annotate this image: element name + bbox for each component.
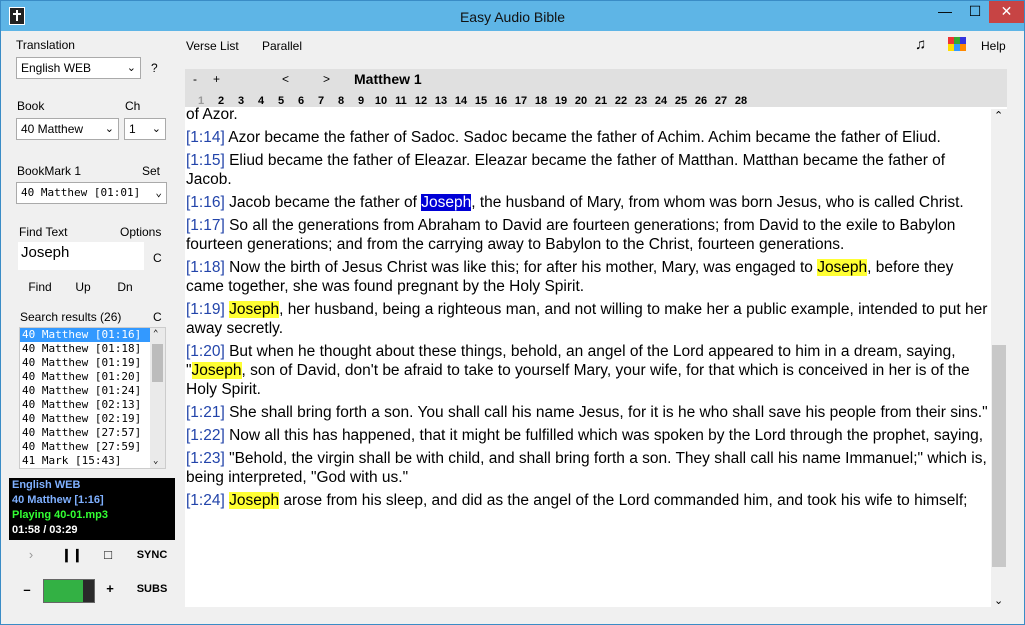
chapter-link[interactable]: 9	[357, 95, 365, 107]
scroll-up-icon[interactable]: ⌃	[994, 110, 1004, 122]
bookmark-set-button[interactable]: Set	[142, 164, 161, 178]
close-button[interactable]: ✕	[989, 1, 1024, 23]
verse-ref[interactable]: [1:18]	[186, 259, 225, 276]
chapter-link[interactable]: 4	[257, 95, 265, 107]
verse-text-segment: Eliud became the father of Eleazar. Eleazar became the father of Matthan. Matthan became the father of Jacob.	[186, 152, 946, 188]
chapter-link[interactable]: 6	[297, 95, 305, 107]
search-result-item[interactable]: 40 Matthew [01:24]	[22, 384, 142, 397]
chapter-link[interactable]: 14	[454, 95, 468, 107]
chapter-link[interactable]: 19	[554, 95, 568, 107]
chapter-link[interactable]: 26	[694, 95, 708, 107]
verse-ref[interactable]: [1:22]	[186, 427, 225, 444]
verse-text-segment: , son of David, don't be afraid to take to yourself Mary, your wife, for that which is conceived in her is of the Holy Spirit.	[186, 362, 970, 398]
verse-text-segment: of Azor.	[186, 106, 238, 123]
maximize-button[interactable]: ☐	[968, 3, 982, 19]
music-note-icon[interactable]: ♫	[915, 36, 927, 53]
search-highlight: Joseph	[229, 492, 280, 509]
book-chapter-title: Matthew 1	[354, 71, 422, 87]
chapter-link[interactable]: 16	[494, 95, 508, 107]
bookmark-value: 40 Matthew [01:01]	[21, 186, 141, 199]
search-result-item[interactable]: 40 Matthew [02:19]	[22, 412, 142, 425]
minimize-button[interactable]: —	[938, 3, 952, 19]
sync-button[interactable]: SYNC	[136, 549, 168, 561]
chevron-down-icon: ⌄	[155, 186, 162, 199]
verse[interactable]	[186, 491, 990, 510]
title-bar	[1, 1, 1024, 31]
verse-ref[interactable]: [1:16]	[186, 194, 225, 211]
search-result-item[interactable]: 40 Matthew [01:18]	[22, 342, 142, 355]
translation-value: English WEB	[21, 61, 92, 75]
subs-button[interactable]: SUBS	[136, 583, 168, 595]
chapter-value: 1	[129, 122, 136, 136]
volume-down-button[interactable]: –	[23, 582, 31, 597]
chapter-link[interactable]: 24	[654, 95, 668, 107]
stop-icon[interactable]: □	[104, 547, 112, 562]
chapter-link[interactable]: 23	[634, 95, 648, 107]
search-result-item[interactable]: 40 Matthew [02:13]	[22, 398, 142, 411]
verse-ref[interactable]: [1:21]	[186, 404, 225, 421]
chapter-link[interactable]: 21	[594, 95, 608, 107]
verse[interactable]	[186, 258, 990, 296]
chevron-down-icon: ⌄	[104, 123, 114, 135]
chapter-link[interactable]: 18	[534, 95, 548, 107]
translation-select[interactable]	[16, 57, 141, 79]
font-larger-button[interactable]: +	[213, 72, 221, 86]
chapter-link[interactable]: 12	[414, 95, 428, 107]
search-result-item[interactable]: 41 Mark [15:43]	[22, 454, 122, 467]
verse-text-segment: So all the generations from Abraham to David are fourteen generations; from David to the exile to Babylon fourteen generations; and from the carrying away to Babylon to the Christ, fourteen generations.	[186, 217, 956, 253]
bookmark-select[interactable]	[16, 182, 167, 204]
chapter-link[interactable]: 17	[514, 95, 528, 107]
volume-fill	[44, 580, 83, 602]
find-down-button[interactable]: Dn	[117, 280, 133, 294]
verse-text-segment: arose from his sleep, and did as the angel of the Lord commanded him, and took his wife to himself;	[279, 492, 968, 509]
find-up-button[interactable]: Up	[75, 280, 91, 294]
search-highlight: Joseph	[817, 259, 868, 276]
chapter-link[interactable]: 3	[237, 95, 245, 107]
verse[interactable]	[186, 426, 990, 445]
menu-parallel[interactable]: Parallel	[262, 39, 303, 53]
search-result-item[interactable]: 40 Matthew [27:59]	[22, 440, 142, 453]
bookmark-label: BookMark 1	[17, 164, 82, 178]
chapter-link[interactable]: 28	[734, 95, 748, 107]
chapter-link[interactable]: 2	[217, 95, 225, 107]
verse[interactable]	[186, 128, 990, 147]
book-select[interactable]	[16, 118, 119, 140]
search-highlight: Joseph	[229, 301, 280, 318]
scroll-down-icon[interactable]: ⌄	[994, 595, 1004, 607]
verse[interactable]	[186, 403, 990, 422]
verse-ref[interactable]: [1:24]	[186, 492, 225, 509]
translation-help-button[interactable]: ?	[151, 61, 158, 75]
verse-ref[interactable]: [1:20]	[186, 343, 225, 360]
chapter-link[interactable]: 11	[395, 95, 407, 107]
find-text-label: Find Text	[19, 225, 68, 239]
menu-verse-list[interactable]: Verse List	[186, 39, 239, 53]
results-scroll-thumb[interactable]	[152, 344, 163, 382]
reading-pane	[185, 69, 1007, 607]
search-results-clear-button[interactable]: C	[153, 310, 162, 324]
player-info-panel	[9, 478, 175, 540]
reading-scroll-thumb[interactable]	[992, 345, 1006, 567]
search-result-item[interactable]: 40 Matthew [01:20]	[22, 370, 142, 383]
search-results-label: Search results (26)	[20, 310, 122, 324]
chapter-link[interactable]: 22	[614, 95, 628, 107]
window-title: Easy Audio Bible	[459, 9, 566, 25]
player-translation: English WEB	[12, 479, 81, 491]
verse[interactable]	[186, 342, 990, 399]
verse-text-segment: Azor became the father of Sadoc. Sadoc became the father of Achim. Achim became the father of Eliud.	[224, 129, 941, 146]
verse-text-segment: , the husband of Mary, from whom was born Jesus, who is called Christ.	[471, 194, 964, 211]
verse-text	[186, 105, 990, 607]
chapter-bar	[185, 69, 1007, 107]
reading-scrollbar[interactable]	[991, 109, 1007, 607]
search-highlight: Joseph	[191, 362, 242, 379]
verse-ref[interactable]: [1:23]	[186, 450, 225, 467]
chapter-link[interactable]: 13	[434, 95, 448, 107]
chevron-down-icon: ⌄	[151, 123, 161, 135]
chapter-link[interactable]: 20	[574, 95, 588, 107]
next-chapter-button[interactable]: >	[323, 72, 331, 86]
results-scrollbar[interactable]	[150, 328, 165, 468]
menu-help[interactable]: Help	[981, 39, 1006, 53]
find-button[interactable]: Find	[28, 280, 52, 294]
translation-label: Translation	[16, 38, 75, 52]
chapter-link[interactable]: 5	[277, 95, 285, 107]
player-verse: 40 Matthew [1:16]	[12, 494, 104, 506]
chapter-label: Ch	[125, 99, 141, 113]
search-result-item[interactable]: 40 Matthew [01:16]	[20, 328, 165, 342]
find-clear-button[interactable]: C	[153, 251, 162, 265]
verse[interactable]	[186, 105, 990, 124]
volume-slider[interactable]	[43, 579, 95, 603]
chapter-link[interactable]: 10	[374, 95, 388, 107]
find-options-button[interactable]: Options	[120, 225, 162, 239]
verse-ref[interactable]: [1:19]	[186, 301, 225, 318]
chapter-link[interactable]: 1	[197, 95, 205, 107]
verse-text-segment: , before they came together, she was found pregnant by the Holy Spirit.	[186, 259, 954, 295]
verse-text-segment: She shall bring forth a son. You shall call his name Jesus, for it is he who shall save his people from their sins."	[224, 404, 988, 421]
chevron-down-icon: ⌄	[126, 62, 136, 74]
verse[interactable]	[186, 449, 990, 487]
chapter-link[interactable]: 25	[674, 95, 688, 107]
verse-ref[interactable]: [1:15]	[186, 152, 225, 169]
chapter-link[interactable]: 7	[317, 95, 325, 107]
player-status: Playing 40-01.mp3	[12, 509, 108, 521]
verse[interactable]	[186, 151, 990, 189]
prev-chapter-button[interactable]: <	[282, 72, 290, 86]
search-results-list[interactable]	[19, 327, 166, 469]
verse-text-segment: Jacob became the father of	[224, 194, 422, 211]
search-result-item[interactable]: 40 Matthew [01:19]	[22, 356, 142, 369]
play-icon[interactable]: ›	[28, 547, 34, 562]
verse-ref[interactable]: [1:17]	[186, 217, 225, 234]
verse-text-segment: "Behold, the virgin shall be with child, and shall bring forth a son. They shall call his name Immanuel;" which is, being interpreted, "God with us."	[186, 450, 987, 486]
color-grid-icon[interactable]	[948, 37, 966, 51]
scroll-down-icon[interactable]: ⌄	[153, 456, 159, 466]
book-value: 40 Matthew	[21, 122, 84, 136]
chapter-link[interactable]: 27	[714, 95, 728, 107]
volume-up-button[interactable]: +	[106, 581, 114, 596]
verse[interactable]	[186, 216, 990, 254]
search-result-item[interactable]: 40 Matthew [27:57]	[22, 426, 142, 439]
chapter-link[interactable]: 8	[337, 95, 345, 107]
verse-text-segment: , her husband, being a righteous man, and not willing to make her a public example, intended to put her away secretly.	[186, 301, 988, 337]
scroll-up-icon[interactable]: ⌃	[153, 329, 159, 339]
verse-text-segment: Now all this has happened, that it might be fulfilled which was spoken by the Lord through the prophet, saying,	[224, 427, 984, 444]
verse-text-segment: Now the birth of Jesus Christ was like this; for after his mother, Mary, was engaged to	[224, 259, 818, 276]
font-smaller-button[interactable]: -	[193, 72, 197, 86]
chapter-select[interactable]	[124, 118, 166, 140]
search-highlight: Joseph	[421, 194, 472, 211]
pause-icon[interactable]: ❙❙	[61, 547, 83, 562]
book-label: Book	[17, 99, 45, 113]
player-time: 01:58 / 03:29	[12, 524, 78, 536]
verse[interactable]	[186, 300, 990, 338]
verse-ref[interactable]: [1:14]	[186, 129, 225, 146]
chapter-link[interactable]: 15	[474, 95, 488, 107]
verse[interactable]	[186, 193, 990, 212]
verse-text-segment: But when he thought about these things, behold, an angel of the Lord appeared to him in a dream, saying, "	[186, 343, 956, 379]
find-text-input[interactable]: Joseph	[18, 242, 144, 270]
